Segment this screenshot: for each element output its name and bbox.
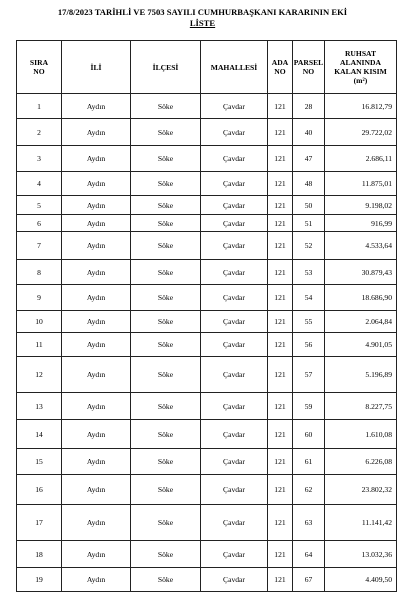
cell-parsel-no: 48 [293,172,325,196]
cell-parsel-no: 61 [293,449,325,475]
cell-ili: Aydın [62,333,131,357]
header-parsel-no [293,41,325,94]
cell-ruhsat-alani: 5.196,89 [325,357,397,393]
cell-ruhsat-alani: 29.722,02 [325,119,397,146]
cell-mahallesi: Çavdar [201,420,268,449]
table-row [17,333,397,357]
cell-ilcesi: Söke [131,420,201,449]
cell-ruhsat-alani: 18.686,90 [325,285,397,311]
cell-mahallesi: Çavdar [201,568,268,592]
cell-mahallesi: Çavdar [201,505,268,541]
cell-ada-no: 121 [268,94,293,119]
cell-parsel-no: 40 [293,119,325,146]
title-line-1: 17/8/2023 TARİHLİ VE 7503 SAYILI CUMHURBAŞKANI KARARININ EKİ [57,7,348,17]
table-row [17,420,397,449]
cell-ili: Aydın [62,475,131,505]
cell-ili: Aydın [62,449,131,475]
cell-ruhsat-alani: 13.032,36 [325,541,397,568]
cell-ruhsat-alani: 2.064,84 [325,311,397,333]
cell-sira-no: 1 [17,94,62,119]
cell-ili: Aydın [62,119,131,146]
cell-ilcesi: Söke [131,232,201,260]
cell-sira-no: 13 [17,393,62,420]
cell-parsel-no: 51 [293,215,325,232]
cell-ilcesi: Söke [131,260,201,285]
header-ruhsat-line: RUHSAT [344,49,377,58]
cell-parsel-no: 50 [293,196,325,215]
cell-ilcesi: Söke [131,94,201,119]
header-ruhsat-line: ALANINDA [340,58,381,67]
cell-sira-no: 4 [17,172,62,196]
cell-ilcesi: Söke [131,541,201,568]
cell-ilcesi: Söke [131,357,201,393]
cell-ada-no: 121 [268,357,293,393]
header-sira-no-line: NO [33,67,45,76]
cell-sira-no: 7 [17,232,62,260]
cell-ada-no: 121 [268,260,293,285]
table-row [17,568,397,592]
cell-ilcesi: Söke [131,333,201,357]
header-ruhsat-line: KALAN KISIM [334,67,387,76]
cell-mahallesi: Çavdar [201,285,268,311]
cell-ili: Aydın [62,172,131,196]
table-row [17,475,397,505]
table-row [17,146,397,172]
cell-ilcesi: Söke [131,475,201,505]
cell-ada-no: 121 [268,172,293,196]
cell-parsel-no: 53 [293,260,325,285]
cell-sira-no: 17 [17,505,62,541]
cell-ruhsat-alani: 23.802,32 [325,475,397,505]
cell-parsel-no: 55 [293,311,325,333]
cell-mahallesi: Çavdar [201,475,268,505]
cell-ili: Aydın [62,541,131,568]
cell-sira-no: 16 [17,475,62,505]
table-row [17,449,397,475]
cell-ilcesi: Söke [131,285,201,311]
table-body [17,94,397,592]
cell-ili: Aydın [62,146,131,172]
cell-ada-no: 121 [268,568,293,592]
cell-ili: Aydın [62,232,131,260]
cell-ada-no: 121 [268,505,293,541]
cell-ruhsat-alani: 9.198,02 [325,196,397,215]
cell-ada-no: 121 [268,146,293,172]
cell-sira-no: 6 [17,215,62,232]
cell-mahallesi: Çavdar [201,357,268,393]
cell-ilcesi: Söke [131,196,201,215]
cell-sira-no: 19 [17,568,62,592]
cell-mahallesi: Çavdar [201,196,268,215]
header-ilcesi: İLÇESİ [131,41,201,94]
header-parsel-no-line: NO [302,67,315,76]
table-row [17,541,397,568]
cell-ada-no: 121 [268,215,293,232]
cell-parsel-no: 54 [293,285,325,311]
cell-mahallesi: Çavdar [201,172,268,196]
table-row [17,172,397,196]
cell-ada-no: 121 [268,232,293,260]
header-sira-no-line: SIRA [29,58,49,67]
cell-ilcesi: Söke [131,311,201,333]
table-row [17,232,397,260]
table-row [17,311,397,333]
cell-ruhsat-alani: 11.141,42 [325,505,397,541]
table-row [17,215,397,232]
cell-ili: Aydın [62,420,131,449]
cell-mahallesi: Çavdar [201,94,268,119]
cell-ada-no: 121 [268,196,293,215]
cell-ruhsat-alani: 4.901,05 [325,333,397,357]
cell-ada-no: 121 [268,393,293,420]
cell-parsel-no: 52 [293,232,325,260]
cell-ruhsat-alani: 30.879,43 [325,260,397,285]
header-ili: İLİ [62,41,131,94]
cell-ruhsat-alani: 916,99 [325,215,397,232]
cell-ada-no: 121 [268,475,293,505]
cell-parsel-no: 60 [293,420,325,449]
cell-ada-no: 121 [268,119,293,146]
cell-ada-no: 121 [268,541,293,568]
cell-ilcesi: Söke [131,146,201,172]
cell-parsel-no: 57 [293,357,325,393]
cell-ili: Aydın [62,357,131,393]
table-row [17,196,397,215]
cell-mahallesi: Çavdar [201,333,268,357]
cell-parsel-no: 59 [293,393,325,420]
cell-ilcesi: Söke [131,449,201,475]
header-parsel-no-line: PARSEL [293,58,324,67]
header-ruhsat-line: (m²) [353,76,368,85]
cell-ada-no: 121 [268,311,293,333]
cell-parsel-no: 56 [293,333,325,357]
header-sira-no [17,41,62,94]
header-row [17,41,397,94]
table-row [17,357,397,393]
cell-parsel-no: 67 [293,568,325,592]
table-row [17,260,397,285]
cell-parsel-no: 63 [293,505,325,541]
cell-mahallesi: Çavdar [201,119,268,146]
cell-sira-no: 3 [17,146,62,172]
cell-ada-no: 121 [268,333,293,357]
cell-mahallesi: Çavdar [201,260,268,285]
cell-ruhsat-alani: 8.227,75 [325,393,397,420]
cell-ilcesi: Söke [131,393,201,420]
cell-ada-no: 121 [268,449,293,475]
header-ada-no-line: NO [274,67,286,76]
cell-sira-no: 18 [17,541,62,568]
cell-mahallesi: Çavdar [201,449,268,475]
cell-ilcesi: Söke [131,172,201,196]
cell-ili: Aydın [62,260,131,285]
cell-sira-no: 9 [17,285,62,311]
cell-ili: Aydın [62,285,131,311]
cell-ruhsat-alani: 16.812,79 [325,94,397,119]
cell-ilcesi: Söke [131,215,201,232]
cell-ruhsat-alani: 2.686,11 [325,146,397,172]
table-row [17,119,397,146]
header-mahallesi: MAHALLESİ [201,41,268,94]
cell-parsel-no: 64 [293,541,325,568]
cell-ili: Aydın [62,311,131,333]
cell-ilcesi: Söke [131,568,201,592]
cell-mahallesi: Çavdar [201,146,268,172]
cell-ruhsat-alani: 4.533,64 [325,232,397,260]
cell-ili: Aydın [62,568,131,592]
cell-sira-no: 10 [17,311,62,333]
cell-sira-no: 8 [17,260,62,285]
cell-sira-no: 15 [17,449,62,475]
cell-ilcesi: Söke [131,505,201,541]
cell-parsel-no: 28 [293,94,325,119]
cell-mahallesi: Çavdar [201,232,268,260]
table-row [17,94,397,119]
title-line-2: LİSTE [189,18,216,28]
cell-ili: Aydın [62,393,131,420]
cell-sira-no: 11 [17,333,62,357]
cell-ili: Aydın [62,215,131,232]
table-row [17,285,397,311]
cell-mahallesi: Çavdar [201,311,268,333]
cell-ruhsat-alani: 1.610,08 [325,420,397,449]
cell-mahallesi: Çavdar [201,541,268,568]
cell-ruhsat-alani: 6.226,08 [325,449,397,475]
cell-mahallesi: Çavdar [201,393,268,420]
cell-ili: Aydın [62,94,131,119]
parcel-table [16,40,397,592]
cell-ilcesi: Söke [131,119,201,146]
header-ada-no-line: ADA [271,58,289,67]
header-ada-no [268,41,293,94]
cell-sira-no: 2 [17,119,62,146]
cell-sira-no: 5 [17,196,62,215]
cell-parsel-no: 47 [293,146,325,172]
table-row [17,393,397,420]
cell-ili: Aydın [62,505,131,541]
cell-ili: Aydın [62,196,131,215]
cell-sira-no: 12 [17,357,62,393]
cell-parsel-no: 62 [293,475,325,505]
document-title [0,7,405,29]
cell-ruhsat-alani: 11.875,01 [325,172,397,196]
cell-ruhsat-alani: 4.409,50 [325,568,397,592]
cell-sira-no: 14 [17,420,62,449]
header-ruhsat-alani [325,41,397,94]
cell-ada-no: 121 [268,285,293,311]
cell-mahallesi: Çavdar [201,215,268,232]
cell-ada-no: 121 [268,420,293,449]
table-row [17,505,397,541]
